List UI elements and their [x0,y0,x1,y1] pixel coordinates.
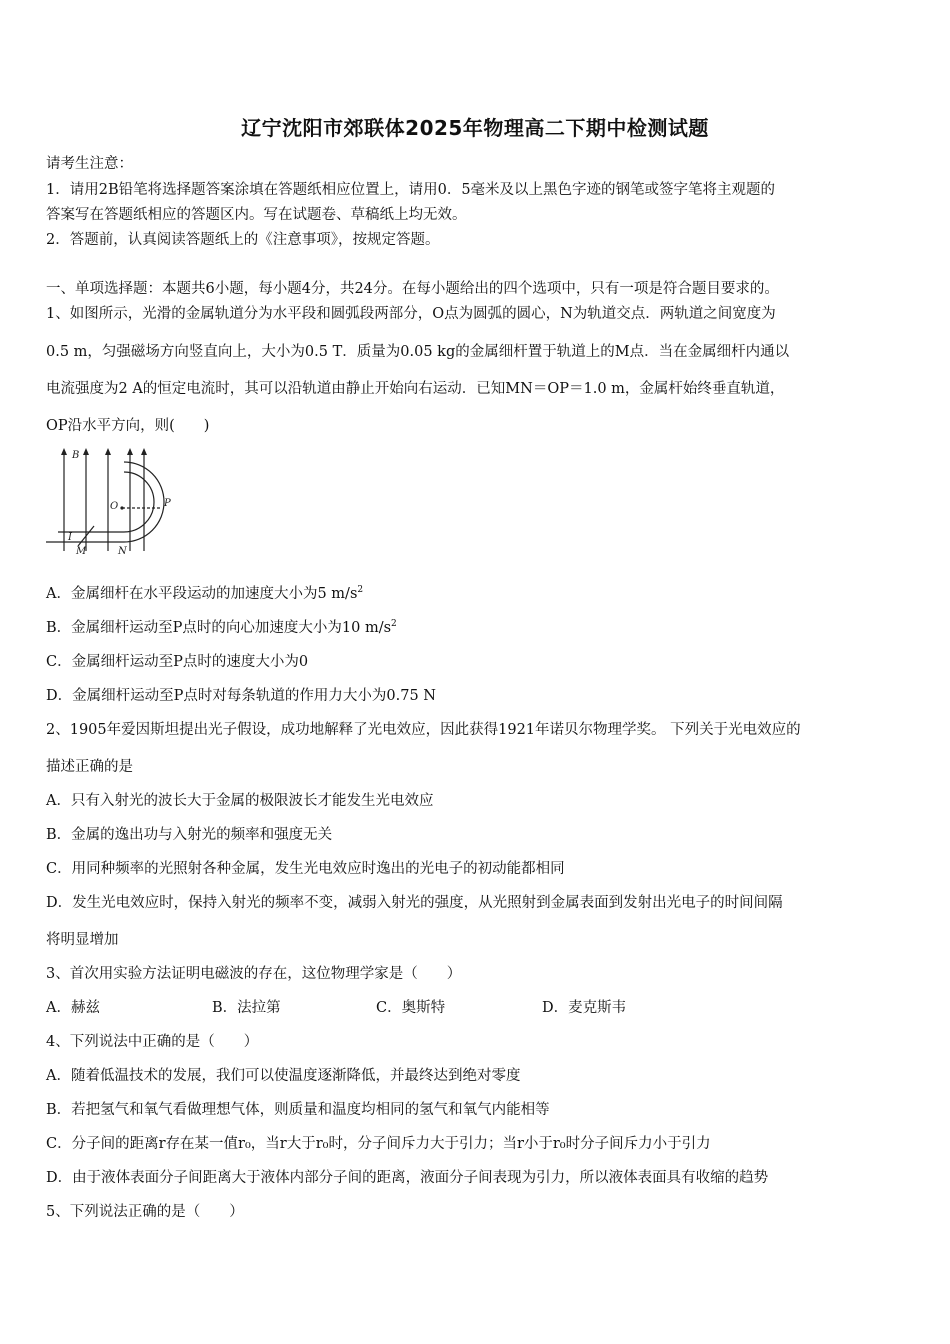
q1-stem-line-1: 1、如图所示，光滑的金属轨道分为水平段和圆弧段两部分，O点为圆弧的圆心，N为轨道交点．两轨道之间宽度为 [46,306,776,322]
label-o: O [110,501,119,512]
q4-option-c: C．分子间的距离r存在某一值r₀，当r大于r₀时，分子间斥力大于引力；当r小于r₀时分子间斥力小于引力 [46,1136,711,1152]
page-title: 辽宁沈阳市郊联体2025年物理高二下期中检测试题 [241,116,709,140]
arc-inner [124,472,154,532]
section-heading: 一、单项选择题：本题共6小题，每小题4分，共24分。在每小题给出的四个选项中，只有一项是符合题目要求的。 [46,281,779,297]
q3-option-d: D．麦克斯韦 [542,1000,627,1016]
q1-option-c: C．金属细杆运动至P点时的速度大小为0 [46,654,309,670]
q3-stem: 3、首次用实验方法证明电磁波的存在，这位物理学家是（ ） [46,966,462,982]
q2-stem-line-2: 描述正确的是 [46,759,133,775]
q3-option-c: C．奥斯特 [376,1000,446,1016]
q3-option-a: A．赫兹 [46,1000,100,1016]
q2-stem-line-1: 2、1905年爱因斯坦提出光子假设，成功地解释了光电效应，因此获得1921年诺贝尔物理学奖。 下列关于光电效应的 [46,722,801,738]
q4-option-b: B．若把氢气和氧气看做理想气体，则质量和温度均相同的氢气和氧气内能相等 [46,1102,550,1118]
q1-stem-line-4: OP沿水平方向，则( ) [46,418,210,434]
q1-stem-line-3: 电流强度为2 A的恒定电流时，其可以沿轨道由静止开始向右运动．已知MN＝OP＝1.0 m，金属杆始终垂直轨道， [46,381,785,397]
point-o [120,506,123,509]
notice-item-2: 2．答题前，认真阅读答题纸上的《注意事项》，按规定答题。 [46,232,440,248]
arrow-3 [105,448,111,455]
q2-option-b: B．金属的逸出功与入射光的频率和强度无关 [46,827,333,843]
q5-stem: 5、下列说法正确的是（ ） [46,1204,244,1220]
label-p: P [164,498,171,509]
notice-heading: 请考生注意： [46,156,133,172]
arrow-5 [141,448,147,455]
q4-option-a: A．随着低温技术的发展，我们可以使温度逐渐降低，并最终达到绝对零度 [46,1068,521,1084]
arrow-1 [61,448,67,455]
arrow-4 [127,448,133,455]
q1-option-a: A．金属细杆在水平段运动的加速度大小为5 $m/s^2$ [46,585,364,602]
arrow-2 [83,448,89,455]
q2-option-c: C．用同种频率的光照射各种金属，发生光电效应时逸出的光电子的初动能都相同 [46,861,565,877]
label-i: I [68,532,72,543]
label-b: B [72,450,80,461]
q1-figure [44,446,194,558]
notice-item-1-line-2: 答案写在答题纸相应的答题区内。写在试题卷、草稿纸上均无效。 [46,207,467,223]
q2-option-a: A．只有入射光的波长大于金属的极限波长才能发生光电效应 [46,793,434,809]
notice-item-1-line-1: 1．请用2B铅笔将选择题答案涂填在答题纸相应位置上，请用0．5毫米及以上黑色字迹的钢笔或签字笔将主观题的 [46,182,776,198]
q4-stem: 4、下列说法中正确的是（ ） [46,1034,259,1050]
q2-option-d-line-1: D．发生光电效应时，保持入射光的频率不变，减弱入射光的强度，从光照射到金属表面到发射出光电子的时间间隔 [46,895,783,911]
label-m: M [76,546,87,557]
q1-stem-line-2: 0.5 m，匀强磁场方向竖直向上，大小为0.5 T．质量为0.05 kg的金属细杆置于轨道上的M点．当在金属细杆内通以 [46,344,790,360]
label-n: N [118,546,127,557]
q1-option-b: B．金属细杆运动至P点时的向心加速度大小为10 $m/s^2$ [46,619,397,636]
q3-option-b: B．法拉第 [212,1000,281,1016]
q1-option-d: D．金属细杆运动至P点时对每条轨道的作用力大小为0.75 N [46,688,436,704]
q4-option-d: D．由于液体表面分子间距离大于液体内部分子间的距离，液面分子间表现为引力，所以液体表面具有收缩的趋势 [46,1170,769,1186]
q2-option-d-line-2: 将明显增加 [46,932,119,948]
